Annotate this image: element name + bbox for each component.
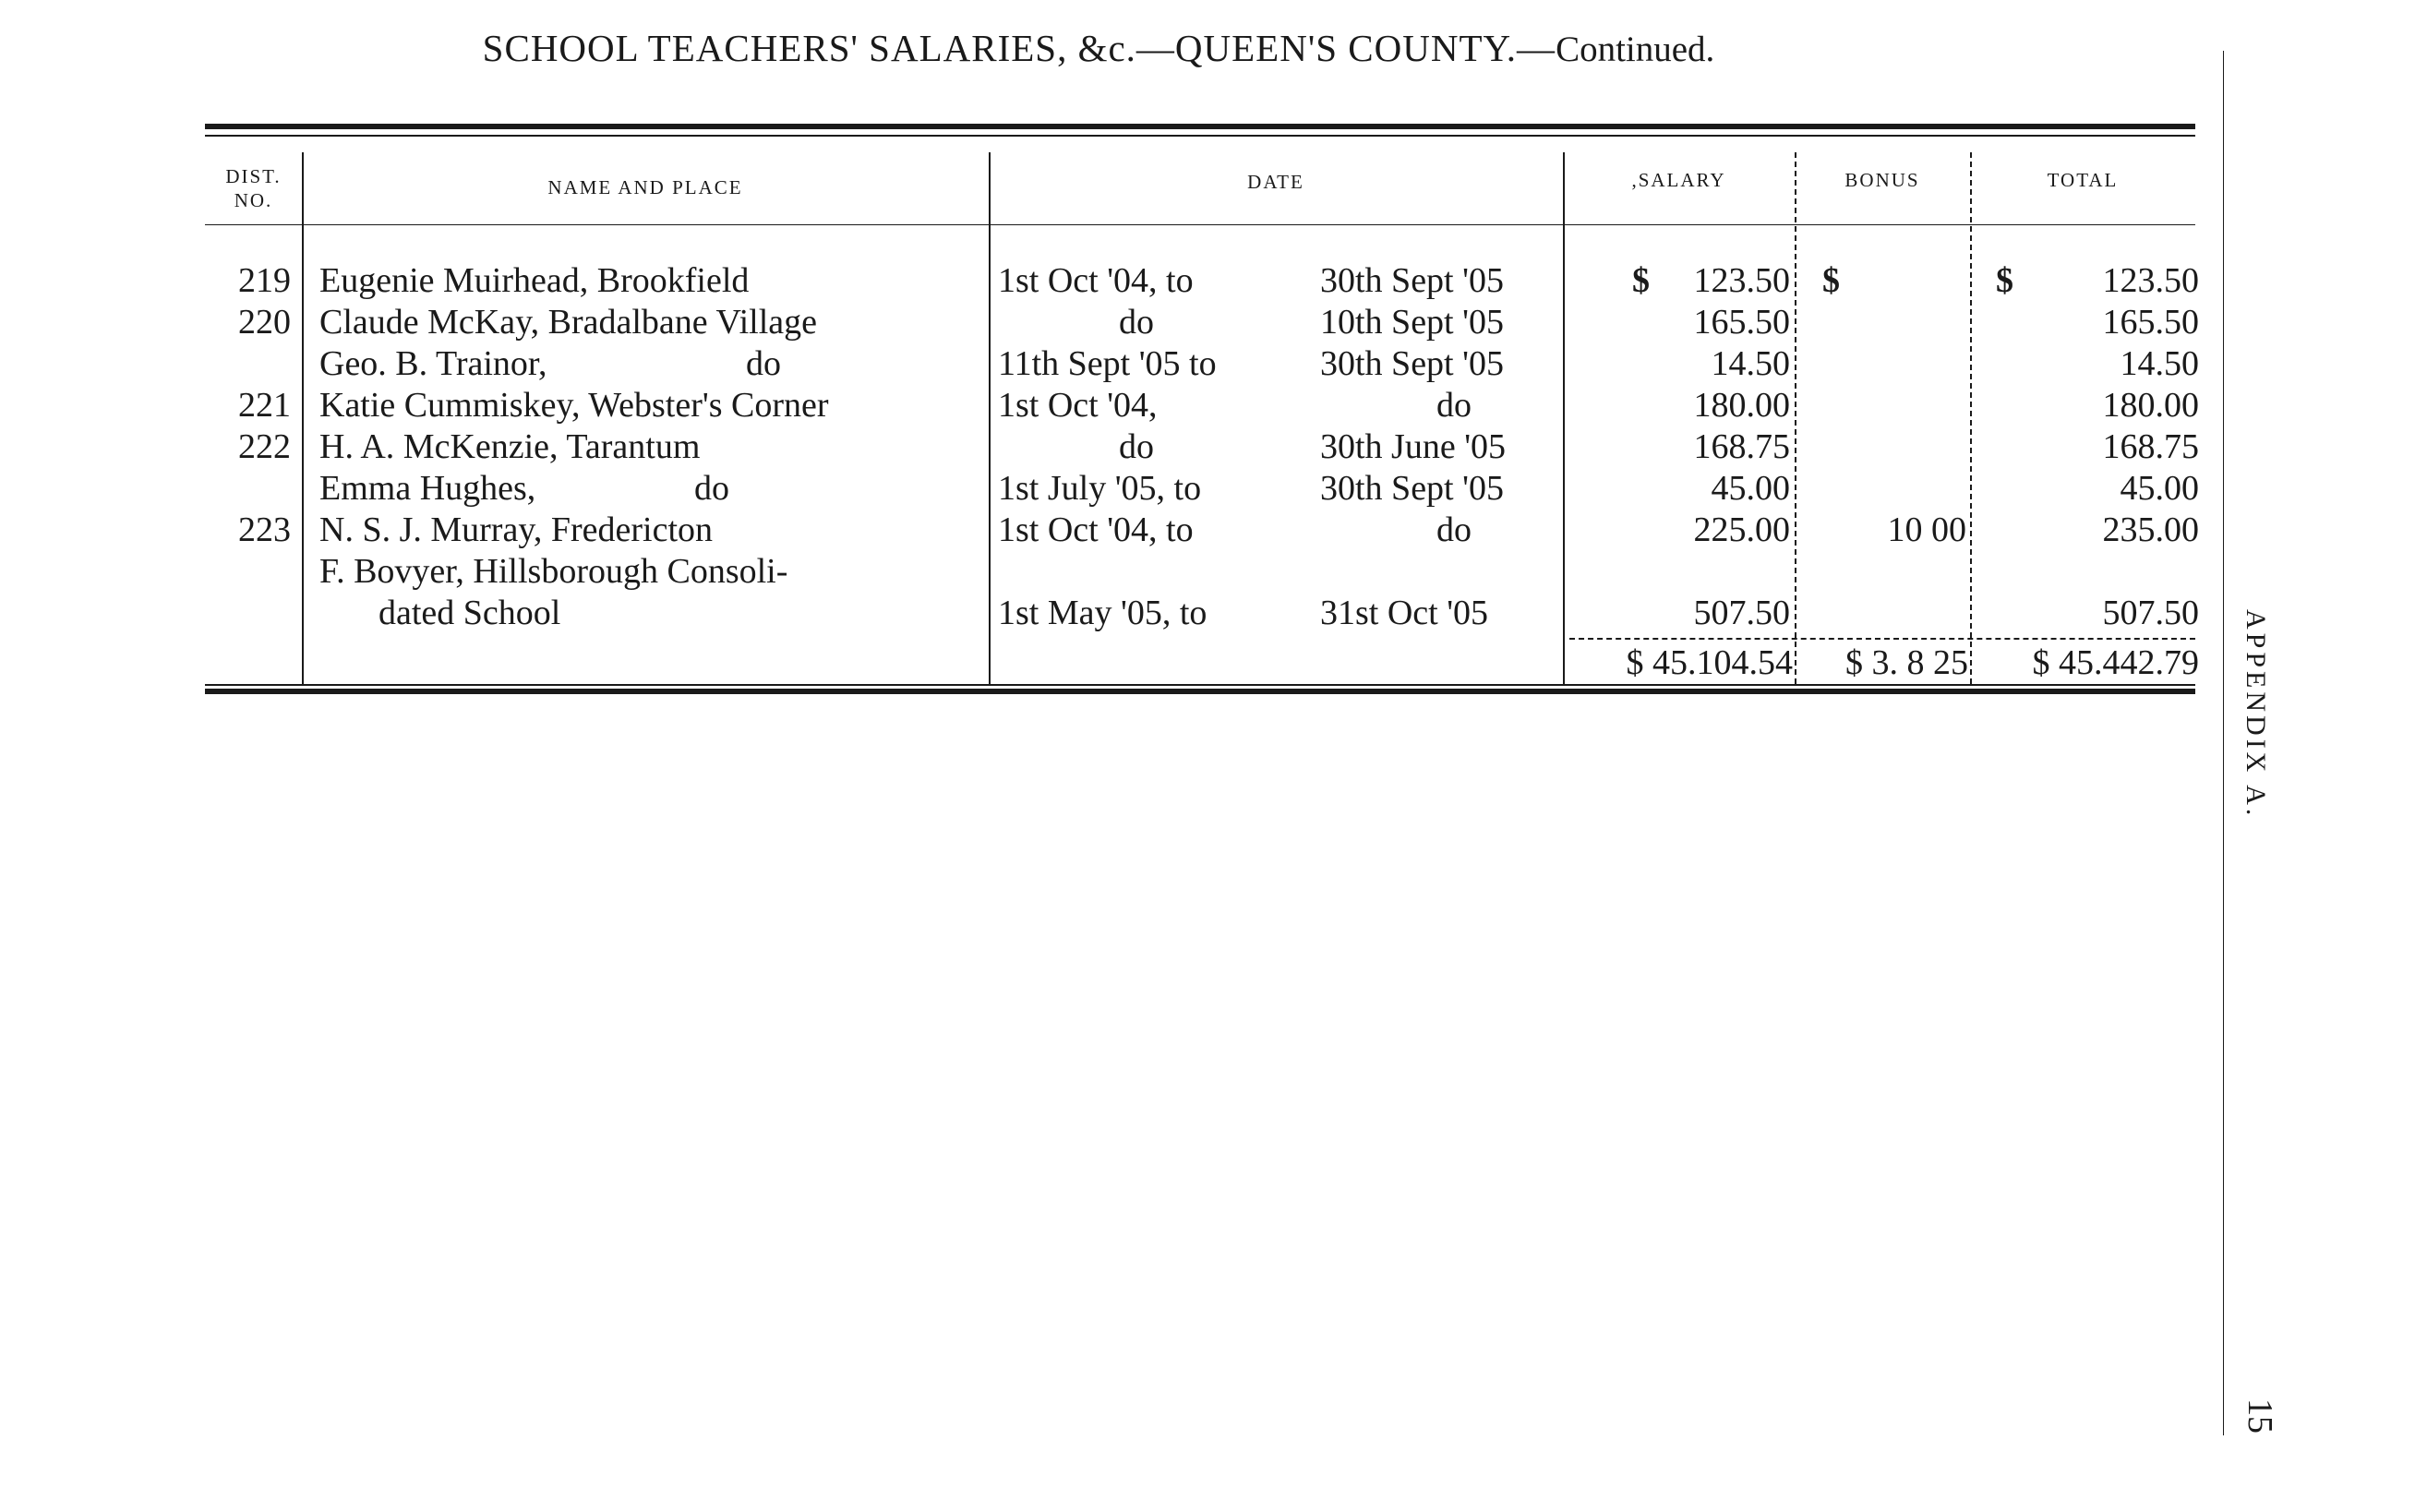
salary: 165.50 [1693, 303, 1790, 342]
date-from: 1st Oct '04, [998, 386, 1158, 425]
grand-total: $ 45.442.79 [2032, 643, 2199, 682]
date-from: 1st Oct '04, to [998, 261, 1194, 300]
right-margin-line [2223, 51, 2224, 1435]
total: 165.50 [2102, 303, 2199, 342]
col-sep-salary [1795, 152, 1796, 684]
date-to: 31st Oct '05 [1320, 594, 1489, 632]
date-to: do [1436, 510, 1472, 549]
date-to: 10th Sept '05 [1320, 303, 1504, 342]
table-bottom-rule-thin [205, 684, 2195, 686]
name-do: do [746, 344, 781, 383]
date-from: 1st July '05, to [998, 469, 1202, 508]
name-place: Eugenie Muirhead, Brookfield [319, 261, 750, 300]
table-bottom-rule-thick [205, 689, 2195, 694]
total: 507.50 [2102, 594, 2199, 632]
title-continued: Continued. [1556, 30, 1715, 69]
title-main: SCHOOL TEACHERS' SALARIES, &c.—QUEEN'S COUNTY.— [482, 27, 1556, 69]
date-from: 1st May '05, to [998, 594, 1207, 632]
name-place: F. Bovyer, Hillsborough Consoli- [319, 552, 788, 591]
salary: 45.00 [1711, 469, 1790, 508]
total: 45.00 [2120, 469, 2199, 508]
name-place: Emma Hughes, [319, 469, 536, 508]
date-to: 30th June '05 [1320, 427, 1507, 466]
name-place: Claude McKay, Bradalbane Village [319, 303, 818, 342]
date-from: do [1119, 303, 1154, 342]
salary-dollar: $ [1632, 261, 1650, 300]
col-sep-name [989, 152, 991, 684]
date-from: do [1119, 427, 1154, 466]
total-salary: $ 45.104.54 [1626, 643, 1793, 682]
page-number: 15 [2241, 1398, 2279, 1434]
name-place: Katie Cummiskey, Webster's Corner [319, 386, 829, 425]
total: 235.00 [2102, 510, 2199, 549]
date-from: 1st Oct '04, to [998, 510, 1194, 549]
name-place: N. S. J. Murray, Fredericton [319, 510, 714, 549]
page-title [0, 26, 2197, 70]
total-dollar: $ [1996, 261, 2013, 300]
name-place: H. A. McKenzie, Tarantum [319, 427, 701, 466]
bonus: 10 00 [1887, 510, 1966, 549]
salary: 168.75 [1693, 427, 1790, 466]
totals-rule [1569, 638, 2195, 641]
table-top-rule-thin [205, 135, 2195, 137]
date-to: 30th Sept '05 [1320, 344, 1504, 383]
appendix-label: APPENDIX A. [2241, 609, 2271, 820]
table-top-rule-thick [205, 124, 2195, 129]
name-place: Geo. B. Trainor, [319, 344, 547, 383]
total: 123.50 [2102, 261, 2199, 300]
total: 14.50 [2120, 344, 2199, 383]
total-bonus: $ 3. 8 25 [1845, 643, 1968, 682]
salary: 14.50 [1711, 344, 1790, 383]
header-dist: DIST. NO. [225, 165, 282, 211]
dist-no: 223 [238, 510, 291, 549]
salary: 180.00 [1693, 386, 1790, 425]
name-do: do [694, 469, 729, 508]
header-salary: ,SALARY [1631, 169, 1726, 191]
header-name: NAME AND PLACE [547, 176, 743, 198]
salary: 507.50 [1693, 594, 1790, 632]
col-sep-dist [302, 152, 304, 684]
date-to: 30th Sept '05 [1320, 261, 1504, 300]
dist-no: 220 [238, 303, 291, 342]
header-bonus: BONUS [1844, 169, 1920, 191]
dist-no: 219 [238, 261, 291, 300]
bonus-dollar: $ [1822, 261, 1840, 300]
dist-no: 221 [238, 386, 291, 425]
total: 180.00 [2102, 386, 2199, 425]
total: 168.75 [2102, 427, 2199, 466]
date-to: do [1436, 386, 1472, 425]
col-sep-bonus [1970, 152, 1972, 684]
header-date: DATE [1247, 171, 1304, 193]
date-from: 11th Sept '05 to [998, 344, 1217, 383]
salary: 123.50 [1693, 261, 1790, 300]
name-place-continued: dated School [378, 594, 561, 632]
dist-no: 222 [238, 427, 291, 466]
date-to: 30th Sept '05 [1320, 469, 1504, 508]
header-bottom-rule [205, 224, 2195, 225]
header-total: TOTAL [2047, 169, 2119, 191]
salary: 225.00 [1693, 510, 1790, 549]
